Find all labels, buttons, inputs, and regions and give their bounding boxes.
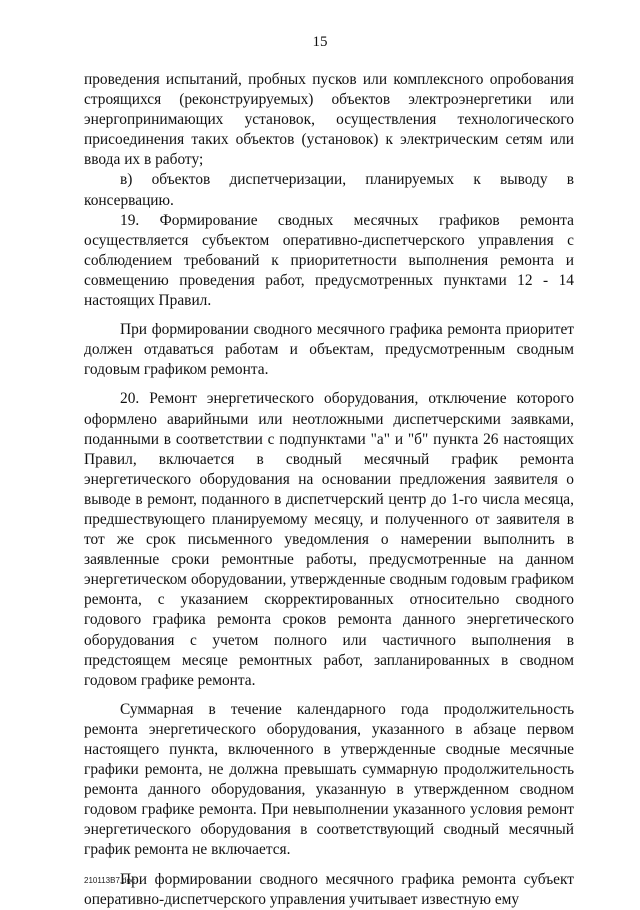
- paragraph-item-v: в) объектов диспетчеризации, планируемых к выводу в консервацию.: [84, 171, 574, 209]
- paragraph-total-duration: Суммарная в течение календарного года продолжительность ремонта энергетического оборудования, указанного в абзаце первом настоящего пункта, включенного в утвержденные сводные месячные графики ремонта, не должна превышать суммарную продолжительность ремонта данного оборудования, указанную в утвержденном сводном годовом графике ремонта. При невыполнении указанного условия ремонт энергетического оборудования в соответствующий сводный месячный график ремонта не включается.: [84, 700, 574, 859]
- paragraph-clause-20: 20. Ремонт энергетического оборудования, отключение которого оформлено аварийными или неотложными диспетчерскими заявками, поданными в соответствии с подпунктами "а" и "б" пункта 26 настоящих Правил, включается в сводный месячный график ремонта энергетического оборудования на основании предложения заявителя о выводе в ремонт, поданного в диспетчерский центр до 1-го числа месяца, предшествующего планируемому месяцу, и полученного от заявителя в тот же срок письменного уведомления о намерении выполнить в заявленные сроки ремонтные работы, предусмотренные на данном энергетическом оборудовании, утвержденные сводным годовым графиком ремонта, с указанием скорректированных относительно сводного годового графика ремонта сроков ремонта данного энергетического оборудования с учетом полного или частичного выполнения в предстоящем месяце ремонтных работ, запланированных в сводном годовом графике ремонта.: [84, 390, 574, 689]
- page-number: 15: [312, 34, 328, 50]
- paragraph-clause-19: 19. Формирование сводных месячных графиков ремонта осуществляется субъектом оперативно-диспетчерского управления с соблюдением требований к приоритетности выполнения ремонта и совмещению проведения работ, предусмотренных пунктами 12 - 14 настоящих Правил.: [84, 211, 574, 310]
- paragraph-testing-continuation: проведения испытаний, пробных пусков или комплексного опробования строящихся (реконструируемых) объектов электроэнергетики или энергопринимающих установок, осуществления технологического присоединения таких объектов (установок) к электрическим сетям или ввода их в работу;: [84, 71, 574, 169]
- document-body: [84, 70, 574, 910]
- paragraph-priority: При формировании сводного месячного графика ремонта приоритет должен отдаваться работам и объектам, предусмотренным сводным годовым графиком ремонта.: [84, 321, 574, 379]
- paragraph-monthly-schedule: При формировании сводного месячного графика ремонта субъект оперативно-диспетчерского управления учитывает известную ему: [84, 870, 574, 908]
- footer-file-name: 210113В7.doc: [84, 876, 136, 885]
